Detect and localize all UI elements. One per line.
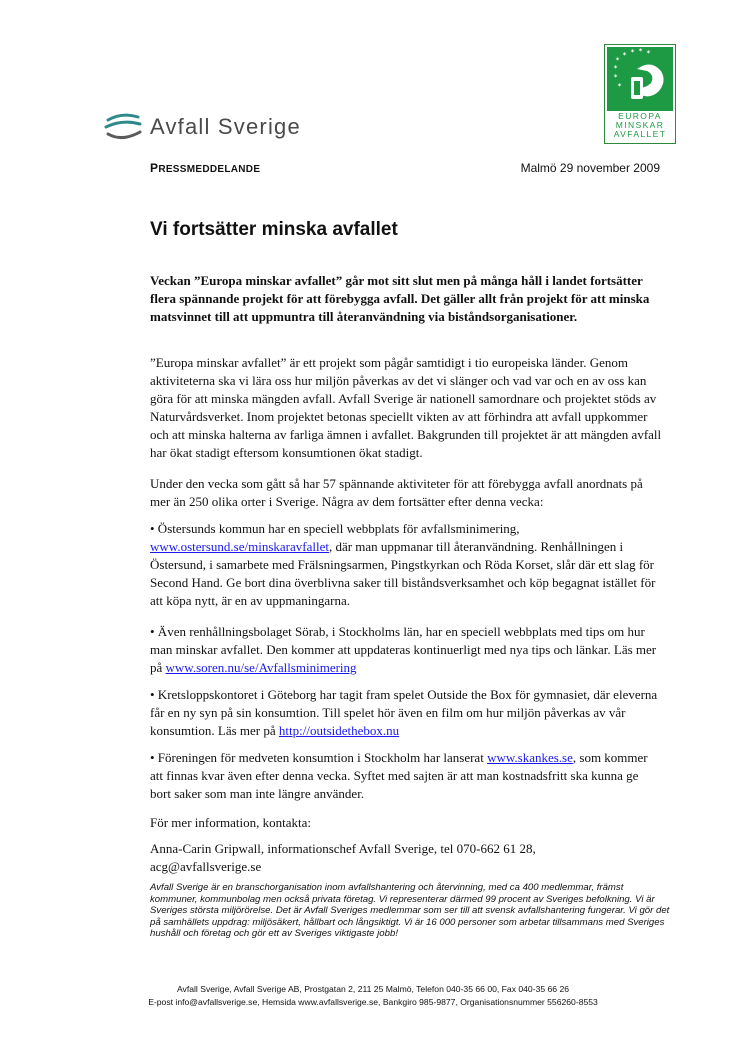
svg-text:✶: ✶ — [646, 49, 652, 56]
release-date: Malmö 29 november 2009 — [520, 161, 660, 175]
footer-address: Avfall Sverige, Avfall Sverige AB, Prostgatan 2, 211 25 Malmö, Telefon 040-35 66 00, Fax 040-35 66 26 — [176, 984, 570, 994]
page-footer — [0, 983, 746, 1009]
svg-text:✶: ✶ — [617, 82, 623, 89]
bullet-text: • Östersunds kommun har en speciell webbplats för avfallsminimering, — [150, 521, 520, 536]
about-organisation: Avfall Sverige är en branschorganisation inom avfallshantering och återvinning, med ca 400 medlemmar, främst kommuner, kommunbolag men också privata företag. Vi representerar därmed 99 procent av Sveriges befolkning. Vi är Sveriges största miljörörelse. Det är Avfall Sveriges medlemmar som ser till att svensk avfallshantering fungerar. Vi gör det på samhällets uppdrag: miljösäkert, hållbart och långsiktigt. Vi är 16 000 personer som arbetar tillsammans med Sveriges hushåll och företag och gör ett av Sveriges viktigaste jobb! — [150, 882, 670, 940]
bullet-sorab — [150, 623, 662, 677]
bullet-text: • Föreningen för medveten konsumtion i Stockholm har lanserat — [150, 750, 488, 765]
logo-wordmark: Avfall Sverige — [150, 114, 301, 139]
bullet-text: • Även renhållningsbolaget Sörab, i Stockholms län, har en speciell webbplats med tips om hur man minskar avfallet. Den kommer att uppdateras kontinuerligt med nya tips och länkar. Läs mer på — [150, 624, 657, 675]
bullet-text: , där man uppmanar till återanvändning. Renhållningen i Östersund, i samarbete med Frälsningsarmen, Pingstkyrkan och Röda Korset, slår där ett slag för Second Hand. Ge bort dina överblivna saker till biståndsverksamhet och köp begagnat istället för att köpa nytt, är en av uppmaningarna. — [150, 539, 656, 608]
svg-text:✶: ✶ — [613, 64, 619, 71]
badge-line: MINSKAR — [615, 120, 665, 130]
hand-stars-icon — [607, 47, 673, 111]
lead-paragraph: Veckan ”Europa minskar avfallet” går mot sitt slut men på många håll i landet fortsätter flera spännande projekt för att förebygga avfall. Det gäller allt från projekt för att minska matsvinnet till att uppmuntra till återanvändning via biståndsorganisationer. — [150, 273, 650, 324]
svg-text:✶: ✶ — [630, 48, 636, 55]
svg-text:✶: ✶ — [638, 47, 644, 54]
press-label-rest: RESSMEDDELANDE — [158, 164, 261, 175]
badge-text — [605, 112, 675, 139]
skankes-link[interactable]: www.skankes.se — [487, 750, 573, 765]
bullet-text: • Kretsloppskontoret i Göteborg har tagit fram spelet Outside the Box för gymnasiet, där eleverna får en ny syn på sin konsumtion. Till spelet hör även en film om hur miljön påverkas av vår konsumtion. Läs mer på — [150, 687, 658, 738]
body-paragraph: Under den vecka som gått så har 57 spännande aktiviteter för att förebygga avfall anordnats på mer än 250 olika orter i Sverige. Några av dem fortsätter efter denna vecka: — [150, 476, 643, 509]
body-paragraph: ”Europa minskar avfallet” är ett projekt som pågår samtidigt i tio europeiska länder. Genom aktiviteterna ska vi lära oss hur miljön påverkas av det vi slänger och vad var och en av oss kan göra för att minska mängden avfall. Avfall Sverige är nationell samordnare och projektet stöds av Naturvårdsverket. Inom projektet betonas speciellt vikten av att förhindra att avfall uppkommer och att minska halterna av farliga ämnen i avfallet. Bakgrunden till projektet är att mängden avfall har ökat stadigt eftersom konsumtionen ökat stadigt. — [150, 355, 662, 460]
press-release-label — [150, 161, 260, 175]
svg-text:✶: ✶ — [622, 51, 628, 58]
badge-line: AVFALLET — [613, 129, 667, 139]
headline: Vi fortsätter minska avfallet — [150, 219, 398, 240]
bullet-stockholm — [150, 749, 662, 803]
outsidethebox-link[interactable]: http://outsidethebox.nu — [278, 723, 400, 738]
ostersund-link[interactable]: www.ostersund.se/minskaravfallet — [150, 539, 329, 554]
soren-link[interactable]: www.soren.nu/se/Avfallsminimering — [165, 660, 357, 675]
svg-text:✶: ✶ — [615, 56, 621, 63]
europa-minskar-avfallet-badge — [604, 44, 676, 144]
contact-email: acg@avfallsverige.se — [150, 859, 262, 874]
badge-line: EUROPA — [618, 111, 662, 121]
contact-block — [150, 840, 662, 876]
badge-emblem — [607, 47, 673, 111]
swoosh-logo-icon — [104, 112, 144, 142]
svg-text:✶: ✶ — [613, 73, 619, 80]
more-info-intro: För mer information, kontakta: — [150, 815, 312, 830]
bullet-goteborg — [150, 686, 662, 740]
bullet-ostersund — [150, 520, 662, 610]
footer-contact: E-post info@avfallsverige.se, Hemsida www.avfallsverige.se, Bankgiro 985-9877, Organisationsnummer 556260-8553 — [148, 997, 598, 1007]
avfall-sverige-logo — [104, 112, 301, 142]
bullet-text: , som kommer att finnas kvar även efter denna vecka. Syftet med sajten är att man kostnadsfritt ska kunna ge bort saker som man inte längre använder. — [150, 750, 648, 801]
press-label-initial: P — [150, 161, 159, 175]
contact-name-line: Anna-Carin Gripwall, informationschef Avfall Sverige, tel 070-662 61 28, — [150, 841, 536, 856]
